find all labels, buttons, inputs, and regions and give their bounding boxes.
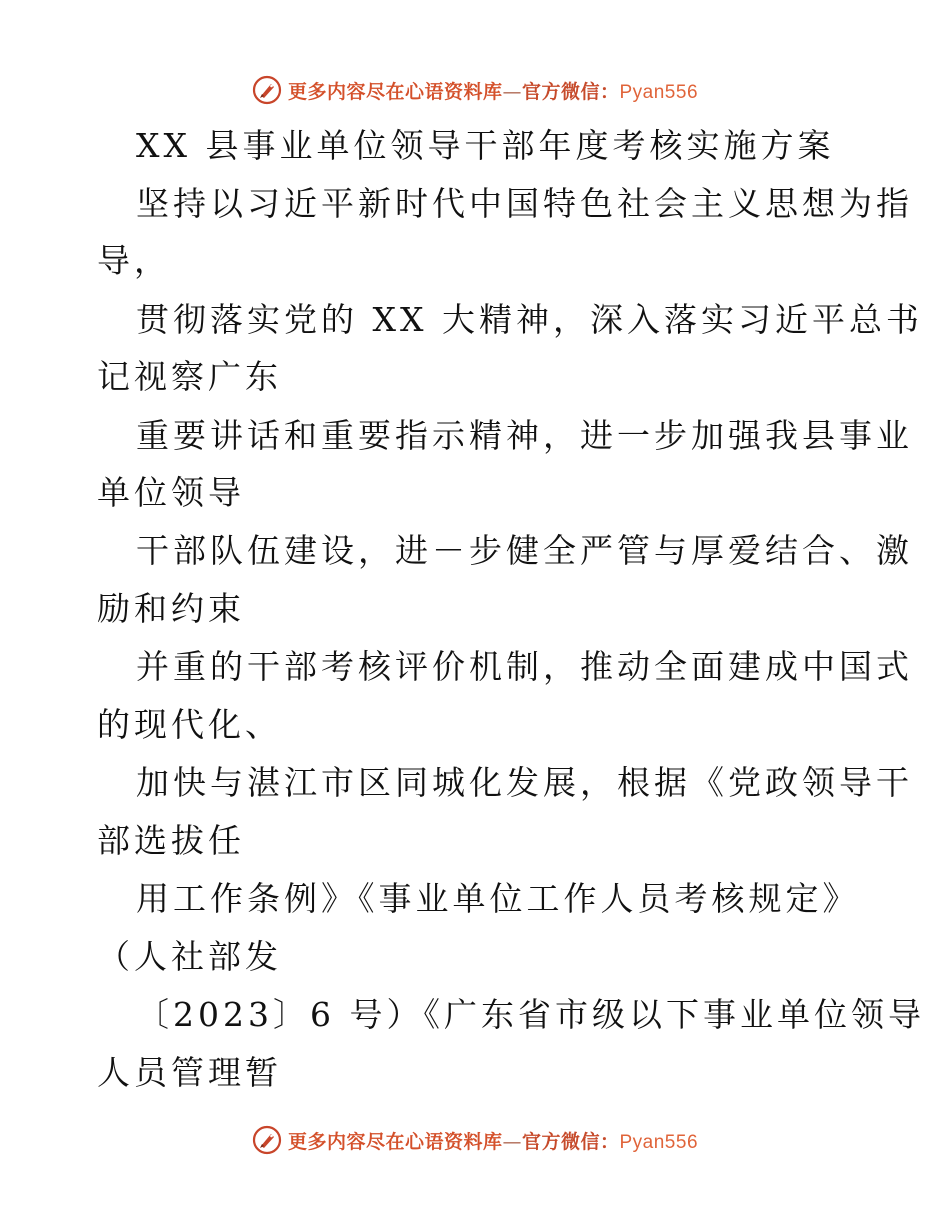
paragraph-line: （人社部发 bbox=[97, 937, 282, 976]
paragraph-line: 用工作条例》《事业单位工作人员考核规定》 bbox=[136, 879, 860, 918]
paragraph-line: 部选拔任 bbox=[97, 821, 245, 860]
paragraph-line: 导， bbox=[97, 241, 171, 280]
footer-watermark bbox=[0, 1122, 950, 1158]
paragraph-line: 励和约束 bbox=[97, 589, 245, 628]
paragraph-line: 单位领导 bbox=[97, 473, 245, 512]
paragraph-line: 并重的干部考核评价机制，推动全面建成中国式 bbox=[136, 647, 913, 686]
paragraph-line: 重要讲话和重要指示精神，进一步加强我县事业 bbox=[136, 416, 913, 455]
paragraph-line: 记视察广东 bbox=[97, 357, 282, 396]
paragraph-line: 的现代化、 bbox=[97, 705, 282, 744]
paragraph-line: 干部队伍建设，进－步健全严管与厚爱结合、激 bbox=[136, 531, 913, 570]
watermark-text: 更多内容尽在心语资料库—官方微信：Pyan556 bbox=[287, 80, 699, 103]
paragraph-line: 加快与湛江市区同城化发展，根据《党政领导干 bbox=[136, 763, 913, 802]
watermark-text: 更多内容尽在心语资料库—官方微信：Pyan556 bbox=[287, 1130, 699, 1153]
paragraph-line: 坚持以习近平新时代中国特色社会主义思想为指 bbox=[136, 184, 913, 223]
pen-nib-logo-icon bbox=[252, 75, 282, 105]
pen-nib-logo-icon bbox=[252, 1125, 282, 1155]
paragraph-line: 〔2023〕6 号）《广东省市级以下事业单位领导 bbox=[136, 995, 925, 1034]
document-title: XX 县事业单位领导干部年度考核实施方案 bbox=[136, 126, 835, 165]
header-watermark bbox=[0, 72, 950, 108]
paragraph-line: 人员管理暂 bbox=[97, 1053, 282, 1092]
paragraph-line: 贯彻落实党的 XX 大精神，深入落实习近平总书 bbox=[136, 300, 923, 339]
